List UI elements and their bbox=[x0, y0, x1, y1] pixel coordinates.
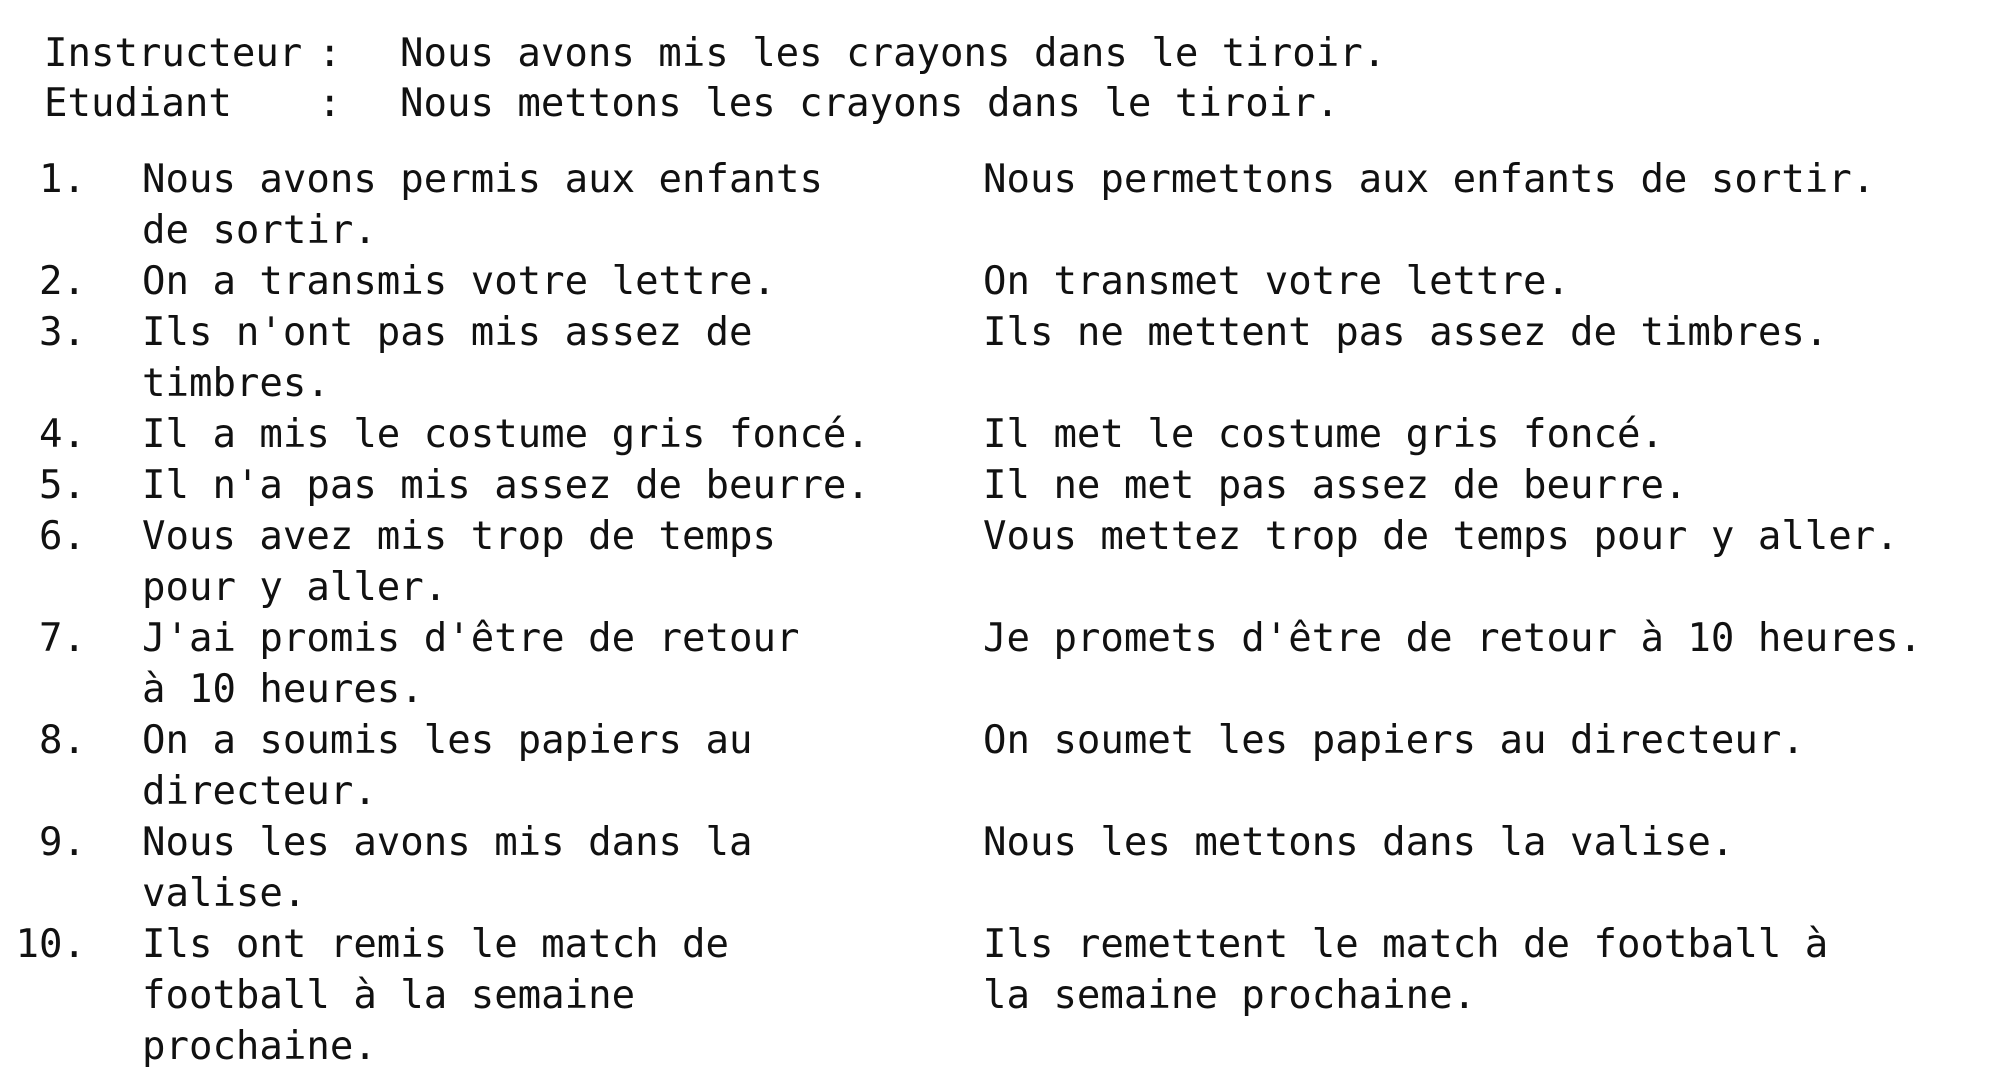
exercise-prompt-line: football à la semaine bbox=[142, 973, 636, 1018]
exercise-number: 8. bbox=[39, 718, 86, 763]
exercise-prompt-line: Nous avons permis aux enfants bbox=[142, 157, 823, 202]
exercise-prompt-line: de sortir. bbox=[142, 208, 377, 253]
exercise-number: 2. bbox=[39, 259, 86, 304]
exercise-number: 6. bbox=[39, 514, 86, 559]
exercise-prompt-line: Ils n'ont pas mis assez de bbox=[142, 310, 753, 355]
exercise-answer-line: Vous mettez trop de temps pour y aller. bbox=[983, 514, 1899, 559]
exercise-prompt-line: Il a mis le costume gris foncé. bbox=[142, 412, 870, 457]
exercise-number: 7. bbox=[39, 616, 86, 661]
exercise-answer-line: Nous les mettons dans la valise. bbox=[983, 820, 1735, 865]
exercise-answer-line: Je promets d'être de retour à 10 heures. bbox=[983, 616, 1923, 661]
exercise-answer-line: On soumet les papiers au directeur. bbox=[983, 718, 1805, 763]
exercise-prompt-line: Il n'a pas mis assez de beurre. bbox=[142, 463, 870, 508]
intro-student-colon: : bbox=[318, 81, 342, 126]
intro-student-text: Nous mettons les crayons dans le tiroir. bbox=[400, 81, 1340, 126]
exercise-prompt-line: à 10 heures. bbox=[142, 667, 424, 712]
exercise-answer-line: la semaine prochaine. bbox=[983, 973, 1477, 1018]
intro-instructor-colon: : bbox=[318, 31, 342, 76]
exercise-prompt-line: directeur. bbox=[142, 769, 377, 814]
exercise-answer-line: Il ne met pas assez de beurre. bbox=[983, 463, 1688, 508]
exercise-prompt-line: valise. bbox=[142, 871, 307, 916]
exercise-answer-line: Il met le costume gris foncé. bbox=[983, 412, 1664, 457]
exercise-number: 3. bbox=[39, 310, 86, 355]
intro-student-label: Etudiant bbox=[44, 81, 232, 126]
exercise-number: 9. bbox=[39, 820, 86, 865]
intro-instructor-label: Instructeur bbox=[44, 31, 303, 76]
exercise-number: 10. bbox=[15, 922, 86, 967]
exercise-prompt-line: Ils ont remis le match de bbox=[142, 922, 729, 967]
exercise-number: 5. bbox=[39, 463, 86, 508]
exercise-prompt-line: timbres. bbox=[142, 361, 330, 406]
exercise-answer-line: Ils ne mettent pas assez de timbres. bbox=[983, 310, 1829, 355]
exercise-prompt-line: J'ai promis d'être de retour bbox=[142, 616, 800, 661]
intro-instructor-text: Nous avons mis les crayons dans le tiroir. bbox=[400, 31, 1387, 76]
exercise-prompt-line: Nous les avons mis dans la bbox=[142, 820, 753, 865]
exercise-number: 1. bbox=[39, 157, 86, 202]
exercise-prompt-line: On a transmis votre lettre. bbox=[142, 259, 776, 304]
exercise-number: 4. bbox=[39, 412, 86, 457]
exercise-prompt-line: Vous avez mis trop de temps bbox=[142, 514, 776, 559]
exercise-prompt-line: pour y aller. bbox=[142, 565, 448, 610]
exercise-answer-line: Nous permettons aux enfants de sortir. bbox=[983, 157, 1876, 202]
exercise-prompt-line: On a soumis les papiers au bbox=[142, 718, 753, 763]
exercise-prompt-line: prochaine. bbox=[142, 1024, 377, 1069]
exercise-answer-line: Ils remettent le match de football à bbox=[983, 922, 1829, 967]
exercise-answer-line: On transmet votre lettre. bbox=[983, 259, 1570, 304]
